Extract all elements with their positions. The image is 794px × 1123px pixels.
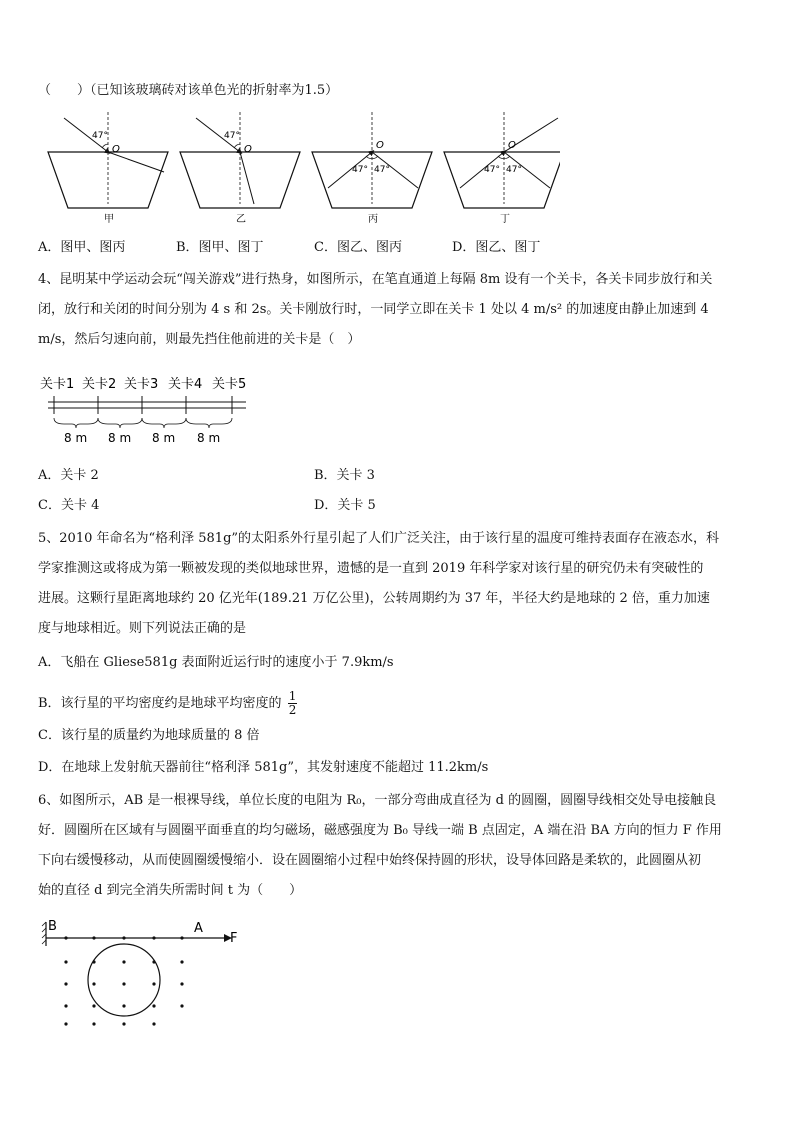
gate-label-1: 关卡1 [40,377,75,392]
figure-jia [48,112,168,224]
q6-stem-line-1: 6、如图所示，AB 是一根裸导线，单位长度的电阻为 R₀，一部分弯曲成直径为 d 的圆圈，圆圈导线相交处导电接触良 [38,793,717,808]
q3-option-a: A．图甲、图丙 [38,240,126,255]
q4-option-d: D．关卡 5 [314,498,376,513]
q4-stem-line-3: m/s，然后匀速向前，则最先挡住他前进的关卡是（ ） [38,332,361,347]
angle-right-ding: 47° [506,165,522,175]
fraction-numerator: 1 [288,689,297,703]
magnetic-loop-diagram [40,912,250,1032]
q6-stem-line-3: 下向右缓慢移动，从而使圆圈缓慢缩小．设在圆圈缩小过程中始终保持圆的形状，设导体回路是柔软的，此圆圈从初 [38,853,702,868]
caption-jia: 甲 [104,214,114,224]
point-o-jia: O [112,144,120,155]
point-o-ding: O [508,140,516,151]
q4-gates-figure [40,372,260,452]
q5-stem-line-2: 学家推测这或将成为第一颗被发现的类似地球世界，遗憾的是一直到 2019 年科学家对该行星的研究仍未有突破性的 [38,561,704,576]
q6-stem-line-2: 好．圆圈所在区域有与圆圈平面垂直的均匀磁场，磁感强度为 B₀ 导线一端 B 点固定，A 端在沿 BA 方向的恒力 F 作用 [38,823,722,838]
angle-left-ding: 47° [484,165,500,175]
gate-label-2: 关卡2 [82,377,117,392]
q5-stem-line-3: 进展。这颗行星距离地球约 20 亿光年(189.21 万亿公里)，公转周期约为 37 年，半径大约是地球的 2 倍，重力加速 [38,591,710,606]
gate-label-4: 关卡4 [168,377,203,392]
q6-figure [40,912,250,1032]
q5-stem-line-1: 5、2010 年命名为“格利泽 581g”的太阳系外行星引起了人们广泛关注，由于该行星的温度可维持表面存在液态水，科 [38,531,720,546]
q5-option-b-text: B．该行星的平均密度约是地球平均密度的 [38,696,282,711]
q5-option-b-fraction [288,690,298,717]
gate-label-3: 关卡3 [124,377,159,392]
q6-stem-line-4: 始的直径 d 到完全消失所需时间 t 为（ ） [38,883,303,898]
q3-stem-tail: （ ）（已知该玻璃砖对该单色光的折射率为1.5） [38,83,339,98]
fraction-denominator: 2 [288,703,297,717]
point-o-bing: O [376,140,384,151]
q5-option-b [38,690,297,717]
refraction-diagrams [40,112,560,224]
angle-left-bing: 47° [352,165,368,175]
caption-ding: 丁 [500,214,510,224]
q5-option-d: D．在地球上发射航天器前往“格利泽 581g”，其发射速度不能超过 11.2km/s [38,760,489,775]
spacing-label-4: 8 m [197,431,221,445]
magnetic-field-dots [64,936,183,1025]
figure-bing [312,112,432,224]
q5-stem-line-4: 度与地球相近。则下列说法正确的是 [38,621,247,636]
q4-option-a: A．关卡 2 [38,468,99,483]
q3-figures [40,112,560,224]
gates-diagram [40,372,260,452]
q5-option-a: A．飞船在 Gliese581g 表面附近运行时的速度小于 7.9km/s [38,655,394,670]
spacing-label-2: 8 m [108,431,132,445]
q4-option-b: B．关卡 3 [314,468,375,483]
caption-yi: 乙 [236,214,246,224]
figure-yi [180,112,300,224]
q4-stem-line-1: 4、昆明某中学运动会玩“闯关游戏”进行热身，如图所示，在笔直通道上每隔 8m 设有一个关卡，各关卡同步放行和关 [38,272,713,287]
q3-option-d: D．图乙、图丁 [452,240,541,255]
point-b-label: B [48,919,57,934]
gate-label-5: 关卡5 [212,377,247,392]
q3-option-b: B．图甲、图丁 [176,240,264,255]
point-a-label: A [194,921,203,936]
spacing-label-3: 8 m [152,431,176,445]
point-o-yi: O [244,144,252,155]
q5-option-c: C．该行星的质量约为地球质量的 8 倍 [38,728,260,743]
angle-right-bing: 47° [374,165,390,175]
spacing-label-1: 8 m [64,431,88,445]
angle-label-yi: 47° [224,131,240,141]
angle-label-jia: 47° [92,131,108,141]
force-f-label: F [230,931,238,946]
q3-option-c: C．图乙、图丙 [314,240,402,255]
figure-ding [444,112,560,224]
caption-bing: 丙 [368,214,378,224]
q4-stem-line-2: 闭，放行和关闭的时间分别为 4 s 和 2s。关卡刚放行时，一同学立即在关卡 1 处以 4 m/s² 的加速度由静止加速到 4 [38,302,709,317]
q4-option-c: C．关卡 4 [38,498,100,513]
